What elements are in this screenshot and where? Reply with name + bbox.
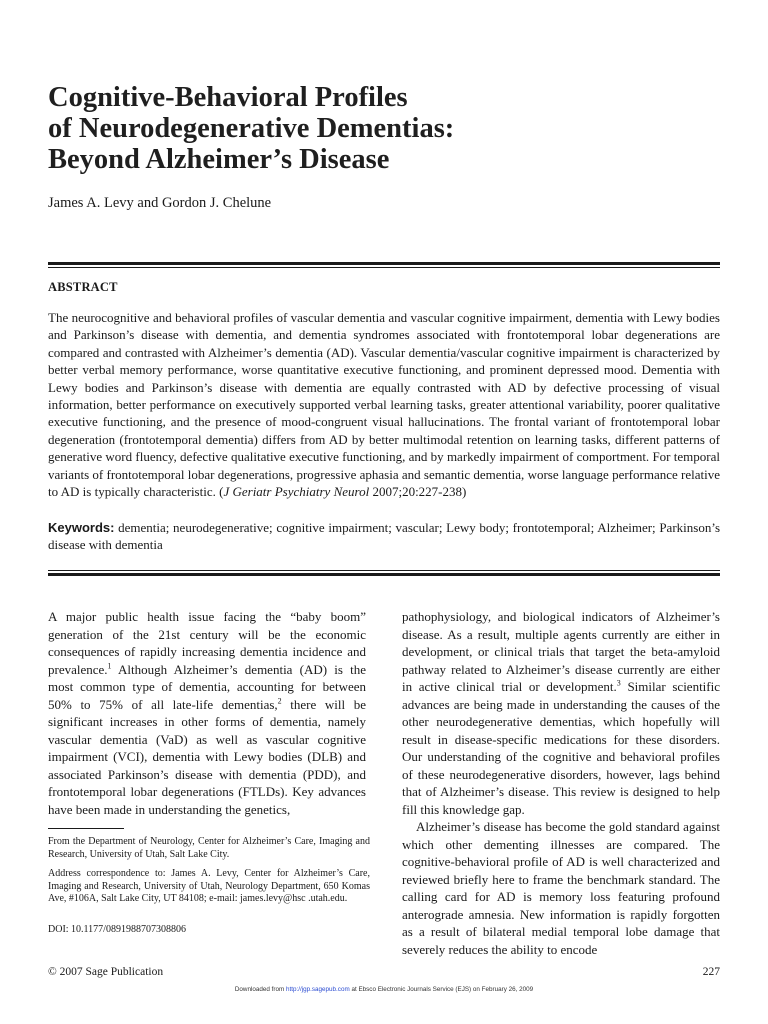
abstract-rule-thin: [48, 570, 720, 571]
abstract-text: The neurocognitive and behavioral profiles of vascular dementia and vascular cognitive impairment, dementia with Lewy bodies and Parkinson’s disease with dementia, and dementia syndromes associated with frontotemporal lobar degenerations are compared and contrasted with Alzheimer’s dementia (AD). Vascular dementia/vascular cognitive impairment is characterized by better verbal memory performance, worse quantitative executive functioning, and prominent depressed mood. Dementia with Lewy bodies and Parkinson’s disease with dementia are equally contrasted with AD by defective processing of visual information, better performance on executively supported verbal learning tasks, greater attentional variability, poorer qualitative executive functioning, and the presence of mood-congruent visual hallucinations. The frontal variant of frontotemporal lobar degeneration (frontotemporal dementia) differs from AD by better multimodal retention on learning tasks, different patterns of generative word fluency, defective qualitative executive functioning, and by markedly impairment of comportment. For temporal variants of frontotemporal lobar degenerations, progressive aphasia and semantic dementia, worse language performance relative to AD is typically characteristic. (: [48, 310, 720, 500]
correspondence-note: Address correspondence to: James A. Levy, Center for Alzheimer’s Care, Imaging and Research, University of Utah, Neurology Department, 650 Komas Ave, #106A, Salt Lake City, UT 84108; e-mail: james.levy@hsc .utah.edu.: [48, 868, 370, 905]
reference-marker: 1: [107, 661, 112, 671]
body-column-right: [402, 608, 720, 958]
affiliation-note: From the Department of Neurology, Center for Alzheimer’s Care, Imaging and Research, University of Utah, Salt Lake City.: [48, 836, 370, 860]
page-number: 227: [702, 966, 720, 978]
keywords-label: Keywords:: [48, 520, 115, 535]
title-line: Beyond Alzheimer’s Disease: [48, 144, 390, 175]
download-notice: [0, 986, 768, 993]
download-link[interactable]: http://jgp.sagepub.com: [285, 986, 350, 993]
abstract-rule: [48, 573, 720, 576]
body-text: pathophysiology, and biological indicators of Alzheimer’s disease. As a result, multiple agents currently are either in development, or clinical trials that target the beta-amyloid pathway related to Alzheimer’s disease currently are either in active clinical trial or development.: [402, 609, 720, 694]
abstract-heading: ABSTRACT: [48, 280, 118, 294]
body-text: A major public health issue facing the “baby boom” generation of the 21st century will be the economic consequences of rapidly increasing dementia incidence and prevalence.: [48, 609, 366, 677]
body-column-left: [48, 608, 366, 818]
body-paragraph: Alzheimer’s disease has become the gold standard against which other dementing illnesses are compared. The cognitive-behavioral profile of AD is well characterized and reviewed briefly here to frame the benchmark standard. The calling card for AD is memory loss featuring profound anterograde amnesia. New information is rapidly forgotten as a result of bilateral medial temporal lobe damage that severely reduces the ability to encode: [402, 819, 720, 957]
body-paragraph: [402, 608, 720, 818]
download-text: Downloaded from: [234, 986, 286, 993]
author-list: James A. Levy and Gordon J. Chelune: [48, 195, 272, 211]
download-text: at Ebsco Electronic Journals Service (EJS) on February 26, 2009: [349, 986, 534, 993]
abstract-citation-details: 2007;20:227-238): [369, 484, 467, 500]
header-rule-thin: [48, 267, 720, 268]
title-line: Cognitive-Behavioral Profiles: [48, 82, 408, 113]
reference-marker: 2: [277, 696, 282, 706]
doi-note: DOI: 10.1177/0891988707308806: [48, 924, 186, 935]
copyright-notice: © 2007 Sage Publication: [48, 966, 164, 978]
article-title: [48, 82, 728, 175]
title-line: of Neurodegenerative Dementias:: [48, 113, 455, 144]
footnote-rule: [48, 828, 124, 829]
keywords-text: dementia; neurodegenerative; cognitive impairment; vascular; Lewy body; frontotemporal; Alzheimer; Parkinson’s disease with dementia: [48, 520, 720, 553]
body-text: there will be significant increases in other forms of dementia, namely vascular dementia (VaD) as well as vascular cognitive impairment (VCI), dementia with Lewy bodies (DLB) and associated Parkinson’s disease with dementia (PDD), and frontotemporal lobar degenerations (FTLDs). Key advances have been made in understanding the genetics,: [48, 696, 366, 817]
body-paragraph: [48, 608, 366, 818]
header-rule: [48, 262, 720, 265]
body-text: Although Alzheimer’s dementia (AD) is the most common type of dementia, accounting for between 50% to 75% of all late-life dementias,: [48, 661, 366, 712]
abstract-body: [48, 309, 720, 500]
reference-marker: 3: [616, 678, 621, 688]
abstract-citation-journal: J Geriatr Psychiatry Neurol: [223, 484, 370, 500]
body-text: Similar scientific advances are being made in understanding the causes of the other neurodegenerative dementias, which hopefully will result in disease-specific medications for these disorders. Our understanding of the cognitive and behavioral profiles of these neurodegenerative disorders, however, lags behind that of Alzheimer’s disease. This review is designed to help fill this knowledge gap.: [402, 679, 721, 817]
keywords: [48, 519, 720, 554]
